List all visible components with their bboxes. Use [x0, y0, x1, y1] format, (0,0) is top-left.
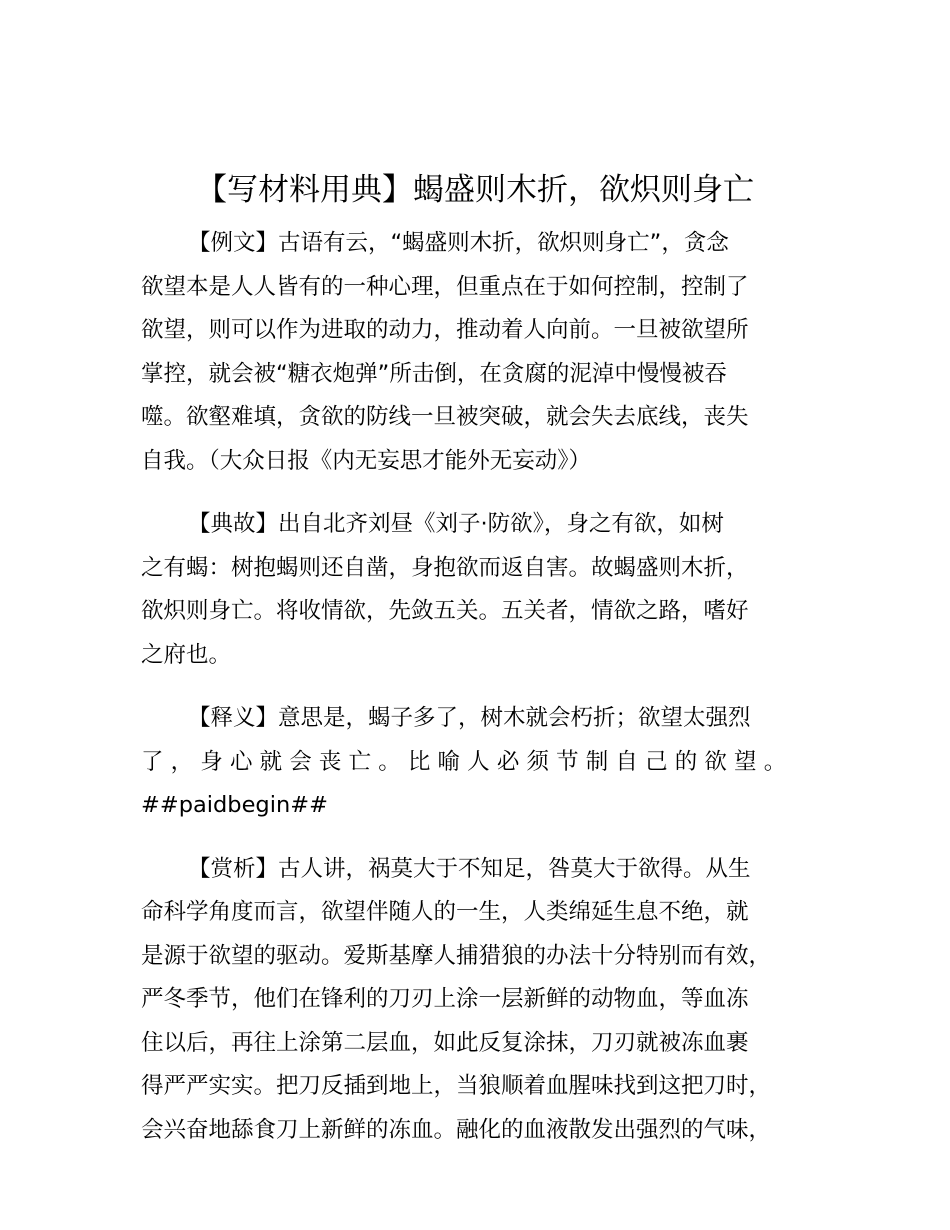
- text-line: 欲望本是人人皆有的一种心理，但重点在于如何控制，控制了: [141, 273, 749, 300]
- text-line: 了 ， 身 心 就 会 丧 亡 。 比 喻 人 必 须 节 制 自 己 的 欲 望 。: [141, 748, 787, 775]
- text-line: 是源于欲望的驱动。爱斯基摩人捕猎狼的办法十分特别而有效，: [141, 942, 772, 969]
- text-line: 【例文】古语有云，“蝎盛则木折，欲炽则身亡”，贪念: [188, 230, 729, 256]
- text-line: 之府也。: [141, 641, 232, 668]
- text-line: 自我。（大众日报《内无妄思才能外无妄动》）: [141, 447, 592, 474]
- text-line: 住以后，再往上涂第二层血，如此反复涂抹，刀刃就被冻血裹: [141, 1029, 749, 1056]
- text-line: 欲望，则可以作为进取的动力，推动着人向前。一旦被欲望所: [141, 317, 749, 343]
- paragraph-allusion: [141, 503, 831, 677]
- paid-marker: ##paidbegin##: [141, 792, 328, 818]
- text-line: 会兴奋地舔食刀上新鲜的冻血。融化的血液散发出强烈的气味，: [141, 1116, 772, 1143]
- text-line: 【释义】意思是，蝎子多了，树木就会朽折；欲望太强烈: [188, 705, 751, 731]
- text-line: 掌控，就会被“糖衣炮弹”所击倒，在贪腐的泥淖中慢慢被吞: [141, 360, 727, 387]
- text-line: 欲炽则身亡。将收情欲，先敛五关。五关者，情欲之路，嗜好: [141, 598, 749, 624]
- paragraph-appreciation: [141, 848, 831, 1153]
- text-line: 命科学角度而言，欲望伴随人的一生，人类绵延生息不绝，就: [141, 899, 749, 925]
- text-line: 噬。欲壑难填，贪欲的防线一旦被突破，就会失去底线，丧失: [141, 404, 749, 430]
- text-line: 严冬季节，他们在锋利的刀刃上涂一层新鲜的动物血，等血冻: [141, 986, 749, 1012]
- document-title: 【写材料用典】蝎盛则木折，欲炽则身亡: [196, 172, 754, 208]
- text-line: 【典故】出自北齐刘昼《刘子·防欲》，身之有欲，如树: [188, 511, 724, 537]
- text-line: 【赏析】古人讲，祸莫大于不知足，咎莫大于欲得。从生: [188, 855, 751, 882]
- paragraph-example: [141, 222, 831, 483]
- document-body: [141, 222, 831, 1152]
- paragraph-meaning: [141, 697, 831, 828]
- text-line: 得严严实实。把刀反插到地上，当狼顺着血腥味找到这把刀时，: [141, 1073, 772, 1099]
- text-line: 之有蝎：树抱蝎则还自凿，身抱欲而返自害。故蝎盛则木折，: [141, 554, 749, 581]
